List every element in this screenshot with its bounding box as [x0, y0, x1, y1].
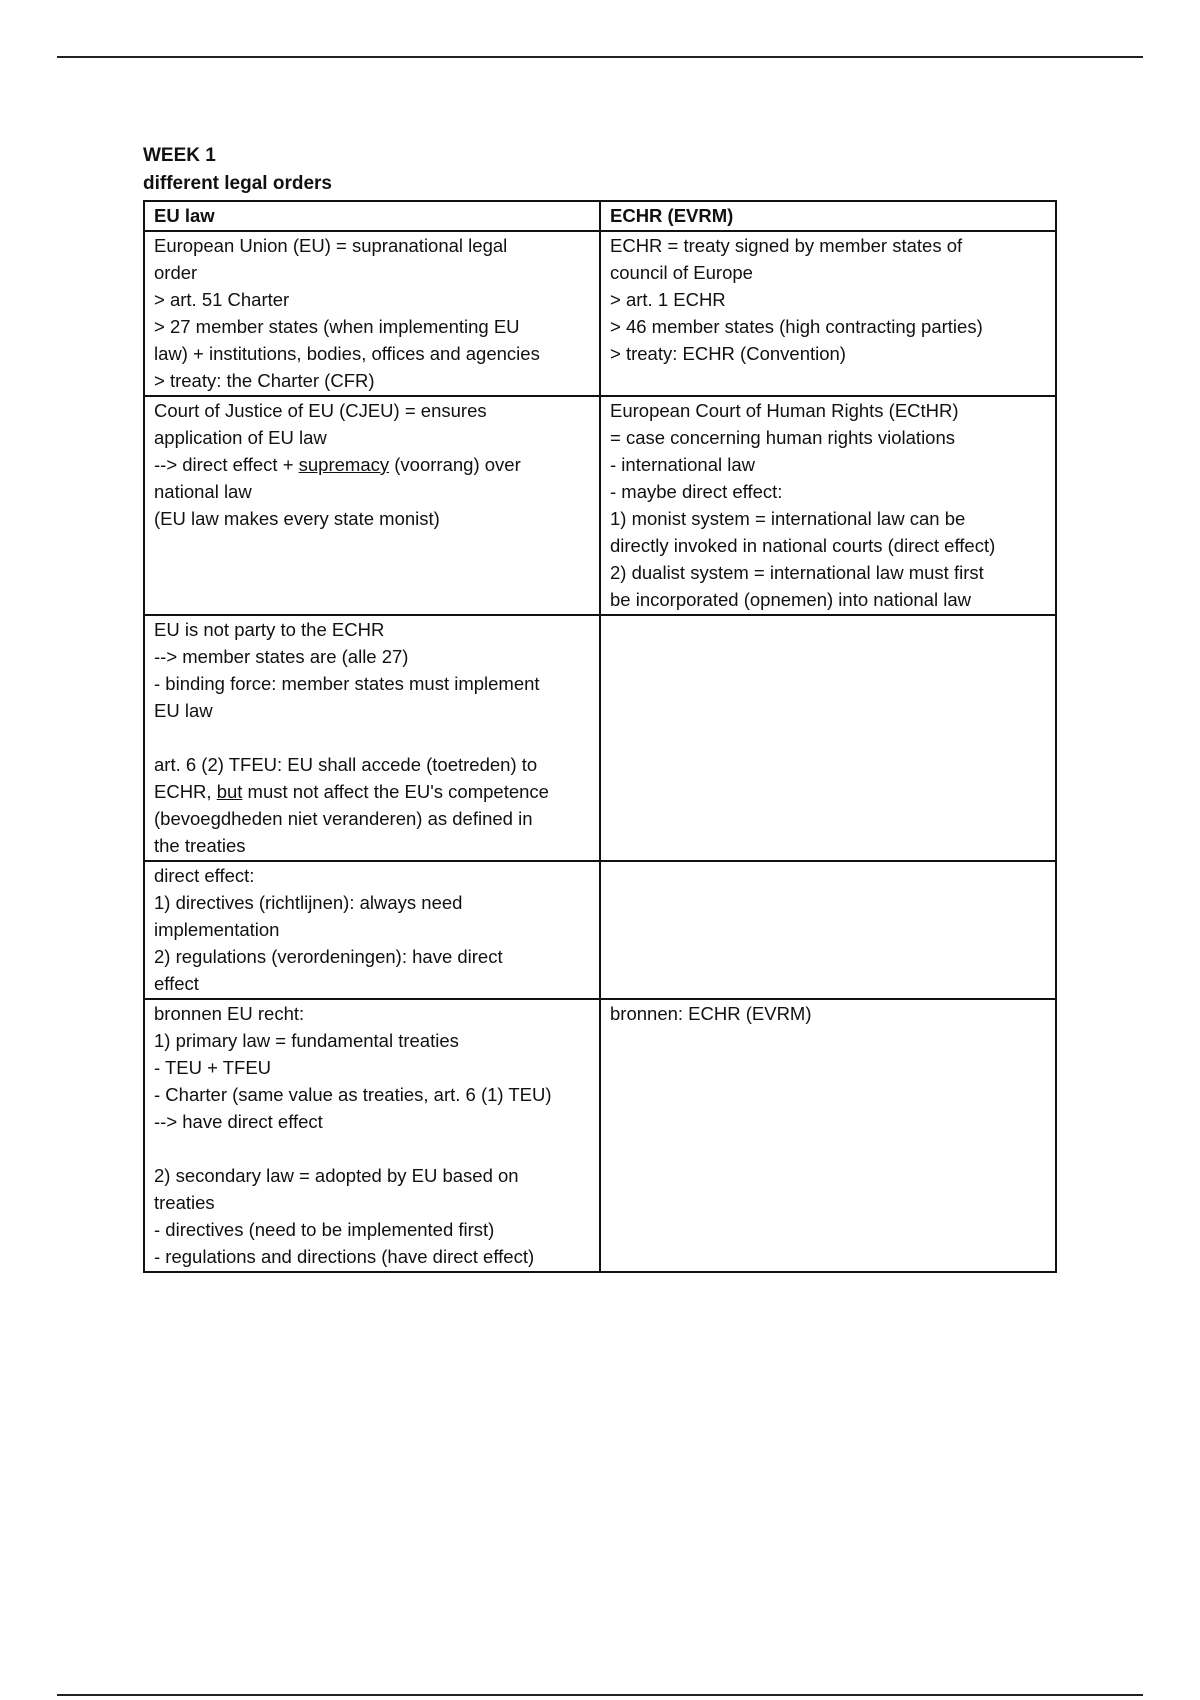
cell-line: > treaty: the Charter (CFR)	[154, 370, 375, 391]
cell-line: > art. 51 Charter	[154, 289, 290, 310]
cell-line: be incorporated (opnemen) into national law	[610, 589, 971, 610]
cell-line	[154, 451, 591, 478]
blank-line	[154, 1135, 591, 1162]
cell-line: > art. 1 ECHR	[610, 289, 726, 310]
cell-line: > 27 member states (when implementing EU	[154, 316, 520, 337]
week-heading: WEEK 1	[143, 145, 216, 166]
cell-ecthr	[600, 396, 1056, 615]
document-body	[143, 142, 1057, 1273]
underlined-term-but: but	[216, 781, 243, 802]
column-header-echr: ECHR (EVRM)	[600, 201, 1056, 231]
table-row	[144, 231, 1056, 396]
cell-line: national law	[154, 481, 252, 502]
table-row	[144, 396, 1056, 615]
cell-line: --> have direct effect	[154, 1111, 323, 1132]
cell-line: treaties	[154, 1192, 215, 1213]
cell-line: --> member states are (alle 27)	[154, 646, 409, 667]
cell-eu-echr-relation	[144, 615, 600, 861]
cell-line: > treaty: ECHR (Convention)	[610, 343, 846, 364]
topic-heading: different legal orders	[143, 173, 332, 194]
cell-line: directly invoked in national courts (direct effect)	[610, 535, 996, 556]
cell-line: 1) monist system = international law can be	[610, 508, 966, 529]
cell-line: European Union (EU) = supranational legal	[154, 235, 508, 256]
cell-line: EU law	[154, 700, 213, 721]
page-bottom-rule	[57, 1694, 1143, 1696]
page-top-rule	[57, 56, 1143, 58]
cell-line: = case concerning human rights violations	[610, 427, 956, 448]
table-header-row	[144, 201, 1056, 231]
cell-line: implementation	[154, 919, 280, 940]
cell-line: - Charter (same value as treaties, art. 6 (1) TEU)	[154, 1084, 552, 1105]
cell-line: 1) directives (richtlijnen): always need	[154, 892, 463, 913]
cell-line: council of Europe	[610, 262, 753, 283]
cell-line: order	[154, 262, 198, 283]
empty-cell	[600, 861, 1056, 999]
cell-line: Court of Justice of EU (CJEU) = ensures	[154, 400, 487, 421]
cell-line: - TEU + TFEU	[154, 1057, 272, 1078]
cell-line: - binding force: member states must implement	[154, 673, 540, 694]
column-header-eu-law: EU law	[144, 201, 600, 231]
text-fragment: (voorrang) over	[389, 454, 521, 475]
underlined-term-supremacy: supremacy	[298, 454, 390, 475]
cell-line: 2) regulations (verordeningen): have direct	[154, 946, 503, 967]
cell-line: the treaties	[154, 835, 246, 856]
cell-echr-treaty	[600, 231, 1056, 396]
table-row	[144, 615, 1056, 861]
legal-orders-table	[143, 200, 1057, 1273]
table-row	[144, 861, 1056, 999]
cell-line: 2) dualist system = international law must first	[610, 562, 984, 583]
cell-line: European Court of Human Rights (ECtHR)	[610, 400, 959, 421]
cell-line: bronnen EU recht:	[154, 1003, 305, 1024]
cell-line: - regulations and directions (have direct effect)	[154, 1246, 535, 1267]
cell-eu-legal-order	[144, 231, 600, 396]
text-fragment: --> direct effect +	[154, 454, 299, 475]
cell-line: application of EU law	[154, 427, 327, 448]
cell-line: 2) secondary law = adopted by EU based on	[154, 1165, 519, 1186]
cell-line: - international law	[610, 454, 755, 475]
blank-line	[154, 724, 591, 751]
cell-direct-effect	[144, 861, 600, 999]
cell-line: (EU law makes every state monist)	[154, 508, 440, 529]
cell-line	[154, 778, 591, 805]
cell-cjeu	[144, 396, 600, 615]
text-fragment: ECHR,	[154, 781, 217, 802]
cell-line: art. 6 (2) TFEU: EU shall accede (toetreden) to	[154, 754, 538, 775]
empty-cell	[600, 615, 1056, 861]
cell-line: law) + institutions, bodies, offices and agencies	[154, 343, 540, 364]
cell-line: effect	[154, 973, 199, 994]
cell-line: - maybe direct effect:	[610, 481, 783, 502]
cell-line: bronnen: ECHR (EVRM)	[610, 1003, 812, 1024]
cell-echr-sources	[600, 999, 1056, 1272]
table-row	[144, 999, 1056, 1272]
cell-line: - directives (need to be implemented first)	[154, 1219, 495, 1240]
cell-eu-sources	[144, 999, 600, 1272]
cell-line: 1) primary law = fundamental treaties	[154, 1030, 459, 1051]
cell-line: (bevoegdheden niet veranderen) as defined in	[154, 808, 533, 829]
cell-line: direct effect:	[154, 865, 255, 886]
text-fragment: must not affect the EU's competence	[242, 781, 549, 802]
cell-line: EU is not party to the ECHR	[154, 619, 385, 640]
cell-line: ECHR = treaty signed by member states of	[610, 235, 963, 256]
cell-line: > 46 member states (high contracting parties)	[610, 316, 983, 337]
